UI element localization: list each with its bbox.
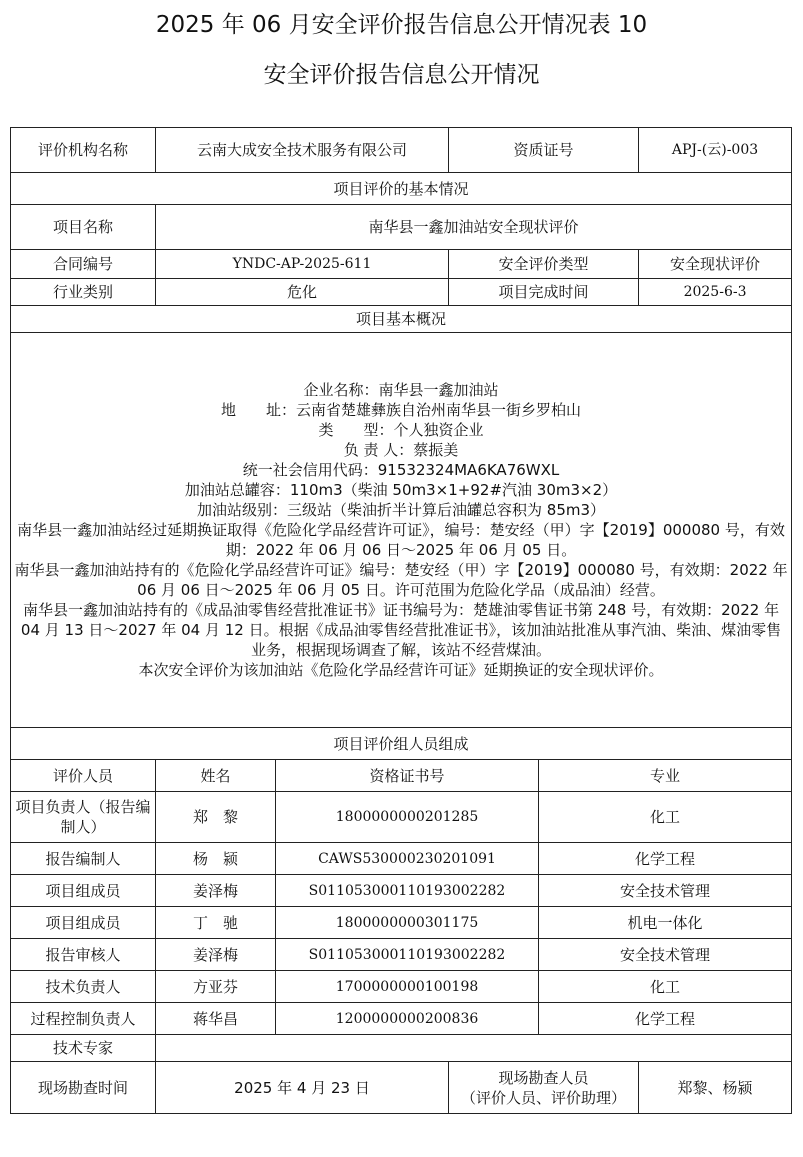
project-label: 项目名称 (11, 205, 156, 250)
member-name: 姜泽梅 (156, 875, 276, 907)
finish-label: 项目完成时间 (449, 279, 639, 306)
team-header-role: 评价人员 (11, 760, 156, 792)
section-title-basic: 项目评价的基本情况 (11, 173, 792, 205)
table-row-contract (11, 250, 792, 279)
page-subtitle: 安全评价报告信息公开情况 (263, 62, 540, 88)
section-title-team: 项目评价组人员组成 (11, 728, 792, 760)
table-row (11, 1003, 792, 1035)
member-major: 安全技术管理 (539, 875, 792, 907)
table-row (11, 907, 792, 939)
member-name: 丁 驰 (156, 907, 276, 939)
member-cert: 1200000000200836 (276, 1003, 539, 1035)
project-value: 南华县一鑫加油站安全现状评价 (156, 205, 792, 250)
table-row-industry (11, 279, 792, 306)
eval-type-label: 安全评价类型 (449, 250, 639, 279)
overview-line: 南华县一鑫加油站经过延期换证取得《危险化学品经营许可证》，编号：楚安经（甲）字【2019】000080 号，有效期：2022 年 06 月 06 日～2025 年 06 月 05 日。 (17, 521, 785, 559)
member-role: 报告审核人 (11, 939, 156, 971)
member-cert: 1700000000100198 (276, 971, 539, 1003)
eval-type-value: 安全现状评价 (639, 250, 792, 279)
overview-line: 统一社会信用代码：91532324MA6KA76WXL (242, 461, 560, 479)
cert-value: APJ-(云)-003 (639, 128, 792, 173)
member-name: 姜泽梅 (156, 939, 276, 971)
member-role: 项目组成员 (11, 875, 156, 907)
page-title: 2025 年 06 月安全评价报告信息公开情况表 10 (155, 12, 648, 38)
overview-line: 加油站级别：三级站（柴油折半计算后油罐总容积为 85m3） (197, 501, 606, 519)
team-header-name: 姓名 (156, 760, 276, 792)
table-row-expert (11, 1035, 792, 1062)
survey-staff-label-line2: （评价人员、评价助理） (461, 1088, 627, 1107)
overview-line: 企业名称：南华县一鑫加油站 (303, 381, 499, 399)
table-row (11, 875, 792, 907)
member-cert: CAWS530000230201091 (276, 843, 539, 875)
team-header-cert: 资格证书号 (276, 760, 539, 792)
overview-line: 加油站总罐容：110m3（柴油 50m3×1+92#汽油 30m3×2） (184, 481, 618, 499)
member-name: 方亚芬 (156, 971, 276, 1003)
industry-value: 危化 (156, 279, 449, 306)
contract-value: YNDC-AP-2025-611 (156, 250, 449, 279)
agency-label: 评价机构名称 (11, 128, 156, 173)
finish-value: 2025-6-3 (639, 279, 792, 306)
member-name: 郑 黎 (156, 792, 276, 843)
contract-label: 合同编号 (11, 250, 156, 279)
member-major: 安全技术管理 (539, 939, 792, 971)
table-row (11, 971, 792, 1003)
member-major: 机电一体化 (539, 907, 792, 939)
member-major: 化学工程 (539, 1003, 792, 1035)
member-role: 报告编制人 (11, 843, 156, 875)
overview-line: 本次安全评价为该加油站《危险化学品经营许可证》延期换证的安全现状评价。 (138, 661, 664, 679)
table-row (11, 843, 792, 875)
overview-line: 南华县一鑫加油站持有的《成品油零售经营批准证书》证书编号为：楚雄油零售证书第 248 号，有效期：2022 年 04 月 13 日～2027 年 04 月 12 日。根据《成品油零售经营批准证书》，该加油站批准从事汽油、柴油、煤油零售业务，根据现场调查了解，该站不经营煤油。 (20, 601, 782, 659)
overview-line: 地 址：云南省楚雄彝族自治州南华县一街乡罗柏山 (221, 401, 582, 419)
member-role: 技术负责人 (11, 971, 156, 1003)
survey-staff-value: 郑黎、杨颍 (639, 1062, 792, 1114)
overview-line: 南华县一鑫加油站持有的《危险化学品经营许可证》编号：楚安经（甲）字【2019】000080 号，有效期：2022 年 06 月 06 日～2025 年 06 月 05 日。许可范围为危险化学品（成品油）经营。 (14, 561, 788, 599)
member-name: 杨 颍 (156, 843, 276, 875)
table-row (11, 939, 792, 971)
expert-label: 技术专家 (11, 1035, 156, 1062)
member-major: 化工 (539, 971, 792, 1003)
overview-line: 类 型：个人独资企业 (318, 421, 484, 439)
survey-time-value: 2025 年 4 月 23 日 (156, 1062, 449, 1114)
overview-line: 负 责 人：蔡振美 (343, 441, 459, 459)
table-row (11, 792, 792, 843)
table-row-survey (11, 1062, 792, 1114)
member-cert: 1800000000201285 (276, 792, 539, 843)
member-major: 化工 (539, 792, 792, 843)
info-table (10, 127, 792, 1114)
member-cert: S011053000110193002282 (276, 875, 539, 907)
survey-staff-label-line1: 现场勘查人员 (498, 1068, 589, 1087)
member-role: 项目组成员 (11, 907, 156, 939)
section-title-overview: 项目基本概况 (11, 306, 792, 333)
member-name: 蒋华昌 (156, 1003, 276, 1035)
agency-value: 云南大成安全技术服务有限公司 (156, 128, 449, 173)
table-row-project (11, 205, 792, 250)
member-role: 项目负责人（报告编制人） (11, 792, 156, 843)
survey-time-label: 现场勘查时间 (11, 1062, 156, 1114)
overview-text (11, 333, 792, 728)
survey-staff-label (449, 1062, 639, 1114)
member-cert: S011053000110193002282 (276, 939, 539, 971)
table-row-agency (11, 128, 792, 173)
team-header-row (11, 760, 792, 792)
team-header-major: 专业 (539, 760, 792, 792)
cert-label: 资质证号 (449, 128, 639, 173)
industry-label: 行业类别 (11, 279, 156, 306)
expert-value (156, 1035, 792, 1062)
member-cert: 1800000000301175 (276, 907, 539, 939)
member-role: 过程控制负责人 (11, 1003, 156, 1035)
member-major: 化学工程 (539, 843, 792, 875)
